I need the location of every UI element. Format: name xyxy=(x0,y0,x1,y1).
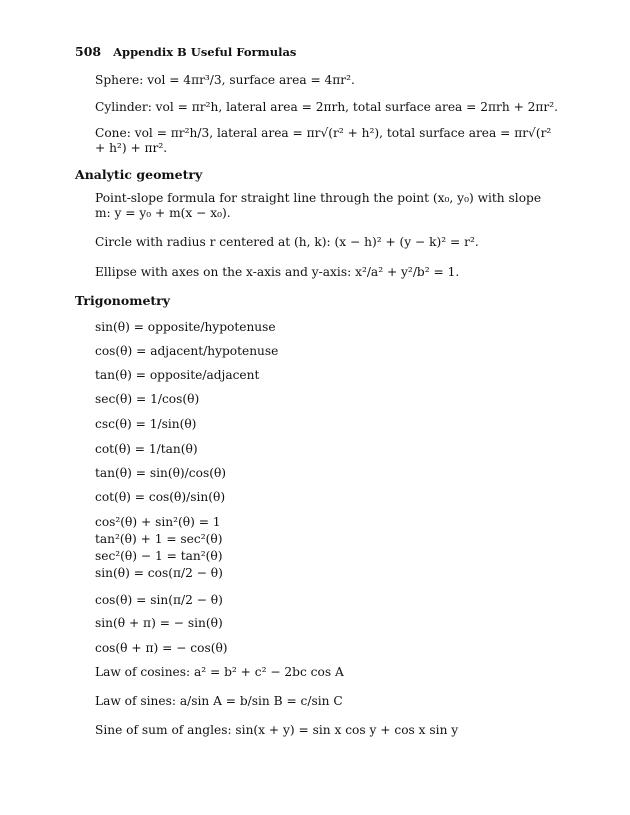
sphere-formula-text: Sphere: vol = 4πr³/3, surface area = 4πr². xyxy=(95,73,355,87)
trig-identity: cos(θ) = adjacent/hypotenuse xyxy=(95,344,279,358)
sphere-formula xyxy=(95,73,355,88)
trig-identity: tan(θ) = opposite/adjacent xyxy=(95,368,260,382)
trig-identity: cos(θ + π) = − cos(θ) xyxy=(95,641,228,655)
cylinder-formula-text: Cylinder: vol = πr²h, lateral area = 2πrh, total surface area = 2πrh + 2πr². xyxy=(95,100,559,114)
cone-formula-text: Cone: vol = πr²h/3, lateral area = πr√(r² + h²), total surface area = πr√(r² + h²) + πr². xyxy=(95,126,552,156)
law-of-sines-text: Law of sines: a/sin A = b/sin B = c/sin C xyxy=(95,694,343,708)
trig-identity: cot(θ) = 1/tan(θ) xyxy=(95,442,198,456)
cone-formula xyxy=(95,126,555,157)
trig-identity: sin(θ) = cos(π/2 − θ) xyxy=(95,566,223,580)
point-slope-text: Point-slope formula for straight line through the point (x₀, y₀) with slope m: y = y₀ + m(x − x₀). xyxy=(95,191,542,221)
page-number: 508 xyxy=(75,44,102,59)
circle-formula xyxy=(95,235,479,250)
point-slope-formula xyxy=(95,191,555,222)
section-heading-analytic-geometry: Analytic geometry xyxy=(75,167,203,182)
trig-identity: tan(θ) = sin(θ)/cos(θ) xyxy=(95,466,227,480)
trig-identity: cos²(θ) + sin²(θ) = 1 xyxy=(95,515,221,529)
trig-identity: sec²(θ) − 1 = tan²(θ) xyxy=(95,549,223,563)
law-of-sines xyxy=(95,694,343,709)
sine-of-sum xyxy=(95,723,458,738)
circle-formula-text: Circle with radius r centered at (h, k): (x − h)² + (y − k)² = r². xyxy=(95,235,479,249)
trig-identity: csc(θ) = 1/sin(θ) xyxy=(95,417,197,431)
law-of-cosines-text: Law of cosines: a² = b² + c² − 2bc cos A xyxy=(95,665,344,679)
sine-of-sum-text: Sine of sum of angles: sin(x + y) = sin x cos y + cos x sin y xyxy=(95,723,459,737)
trig-identity: sec(θ) = 1/cos(θ) xyxy=(95,392,200,406)
ellipse-formula-text: Ellipse with axes on the x-axis and y-axis: x²/a² + y²/b² = 1. xyxy=(95,265,460,279)
page-header xyxy=(75,44,296,59)
trig-identity: cos(θ) = sin(π/2 − θ) xyxy=(95,593,223,607)
trig-identity: sin(θ) = opposite/hypotenuse xyxy=(95,320,276,334)
trig-identity: cot(θ) = cos(θ)/sin(θ) xyxy=(95,490,226,504)
ellipse-formula xyxy=(95,265,459,280)
section-heading-trigonometry: Trigonometry xyxy=(75,293,171,308)
trig-identity: tan²(θ) + 1 = sec²(θ) xyxy=(95,532,223,546)
law-of-cosines xyxy=(95,665,344,680)
trig-identity: sin(θ + π) = − sin(θ) xyxy=(95,616,223,630)
running-title: Appendix B Useful Formulas xyxy=(113,45,297,59)
cylinder-formula xyxy=(95,100,558,115)
